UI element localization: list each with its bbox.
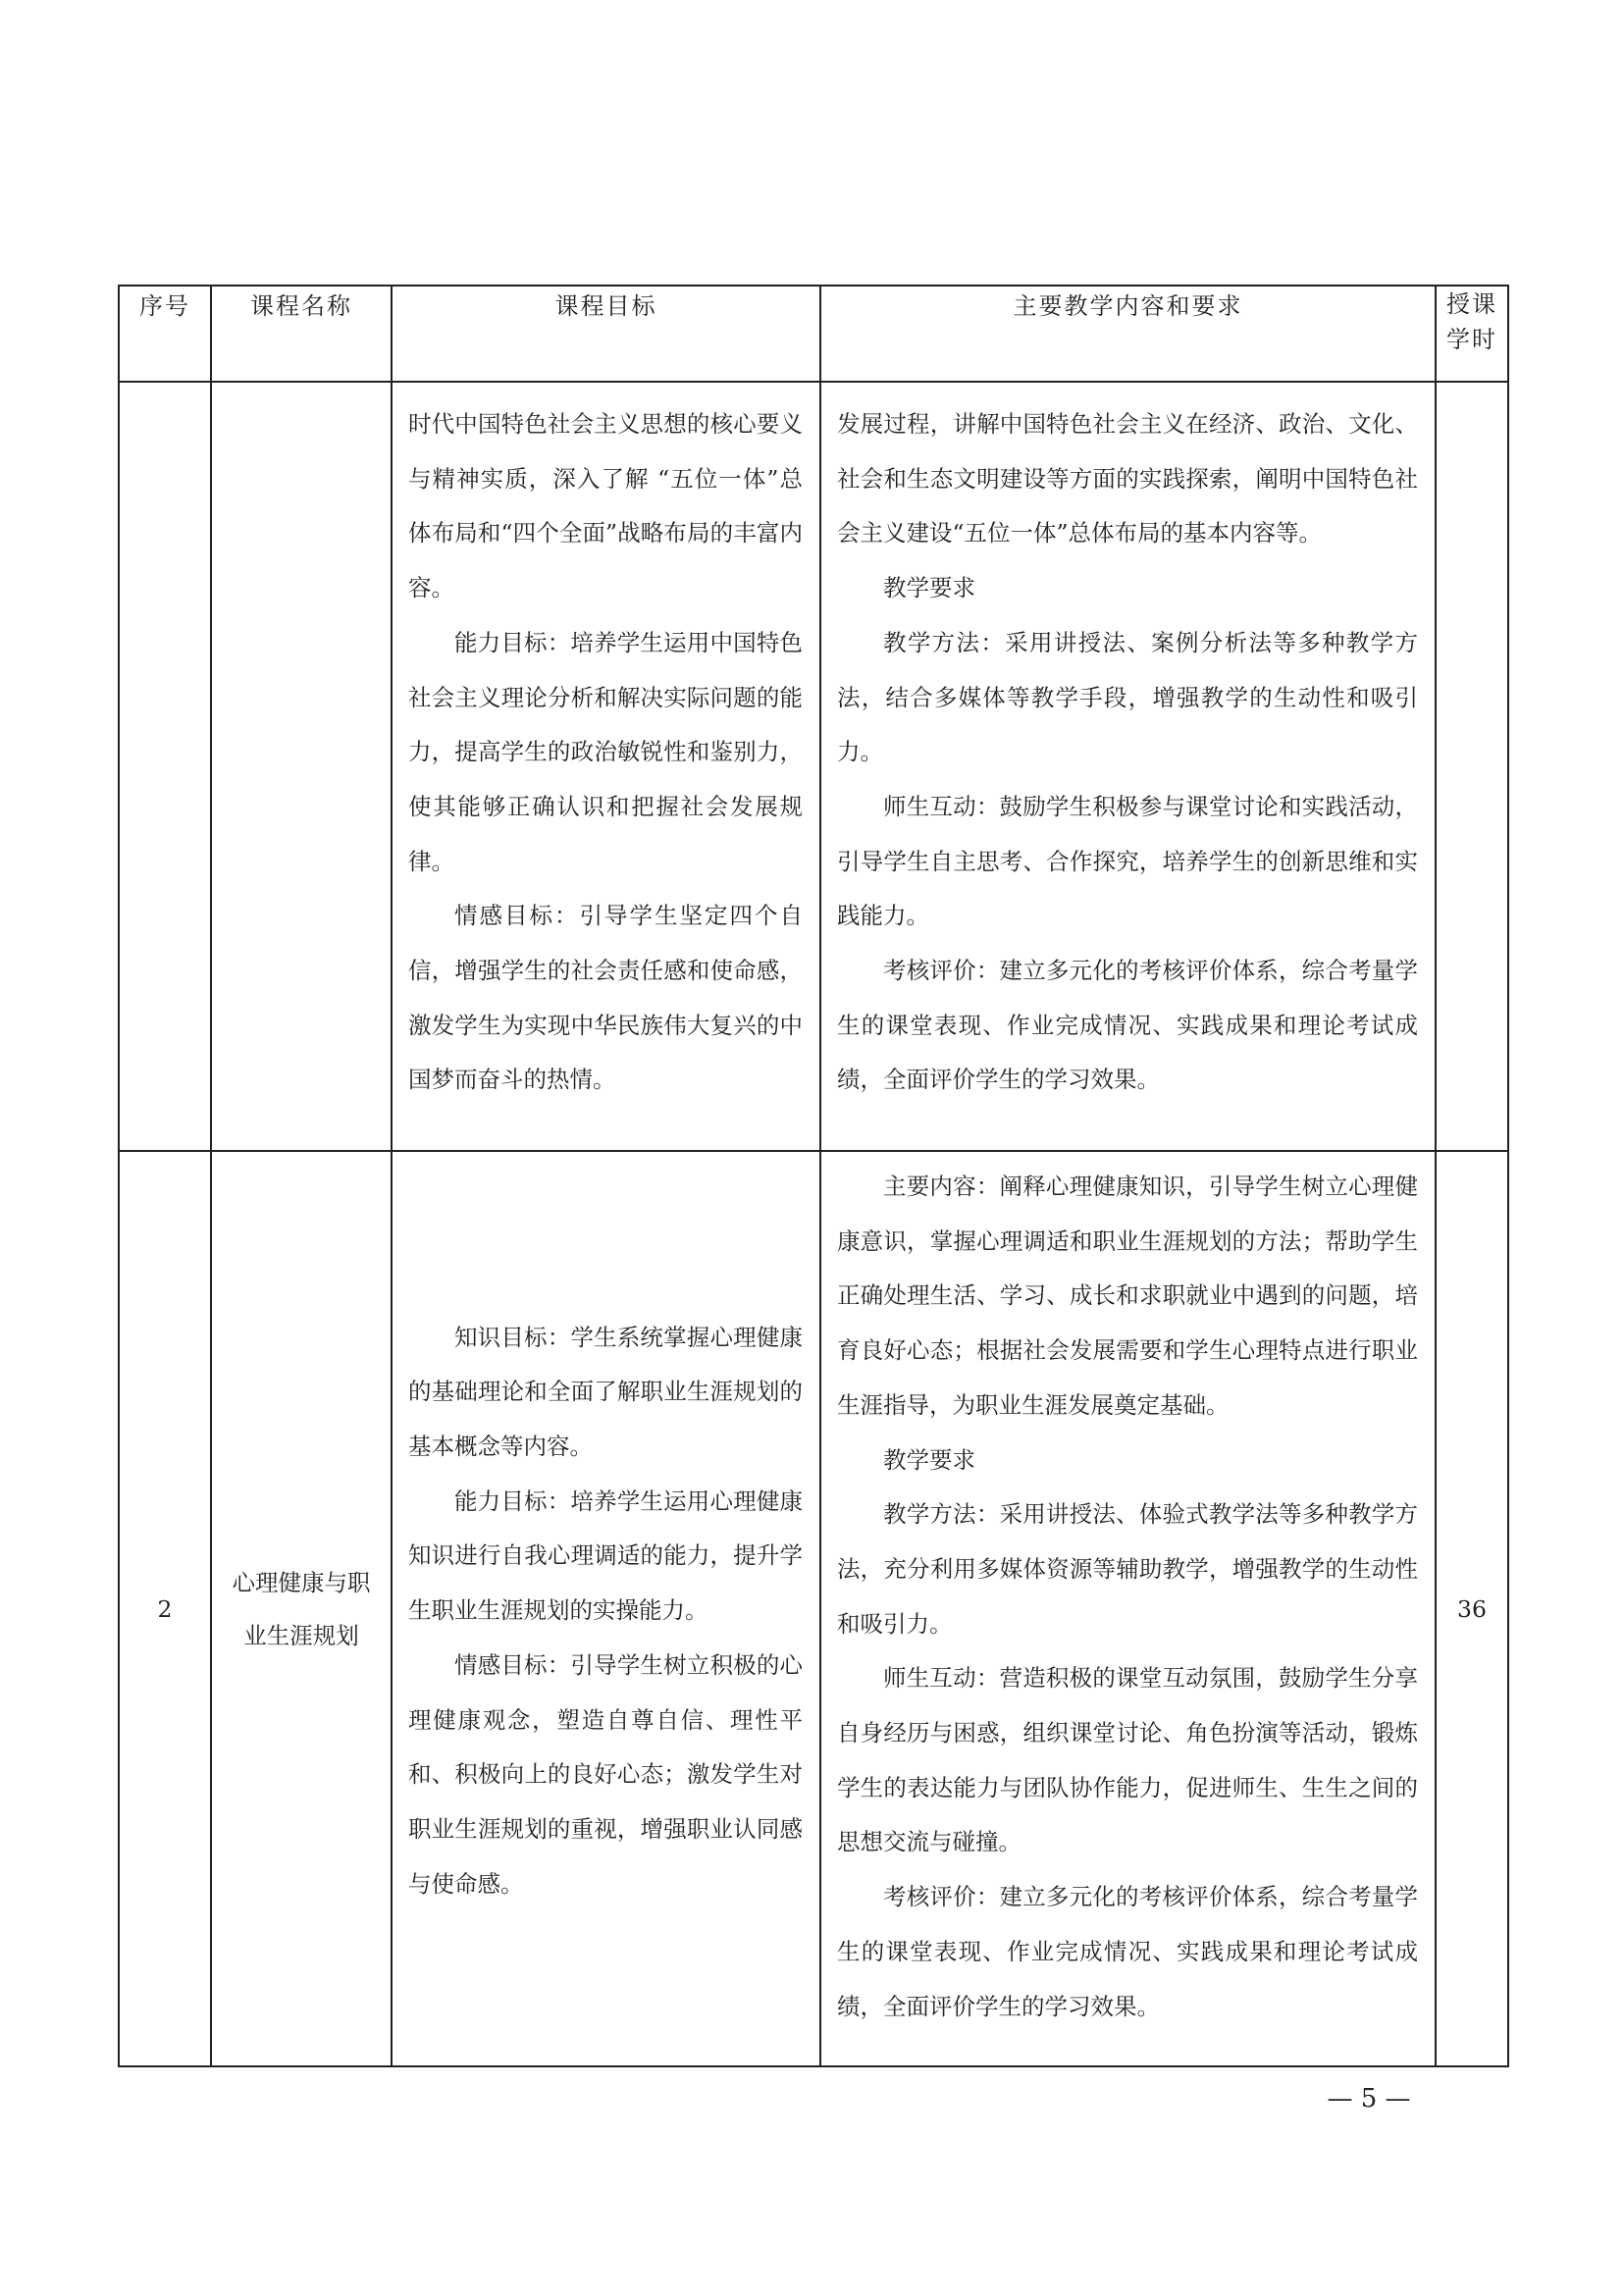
row-course-name: 心理健康与职业生涯规划 bbox=[211, 1151, 392, 2066]
row-hours bbox=[1436, 382, 1508, 1151]
row-course-name bbox=[211, 382, 392, 1151]
content-paragraph: 师生互动：鼓励学生积极参与课堂讨论和实践活动，引导学生自主思考、合作探究，培养学生的创新思维和实践能力。 bbox=[837, 792, 1418, 930]
goal-paragraph: 知识目标：学生系统掌握心理健康的基础理论和全面了解职业生涯规划的基本概念等内容。 bbox=[408, 1323, 803, 1461]
row-hours: 36 bbox=[1436, 1151, 1508, 2066]
header-course-goal: 课程目标 bbox=[392, 286, 820, 382]
content-paragraph: 教学要求 bbox=[883, 1445, 975, 1474]
goal-paragraph: 时代中国特色社会主义思想的核心要义与精神实质，深入了解 “五位一体”总体布局和“四个全面”战略布局的丰富内容。 bbox=[408, 410, 803, 602]
goal-paragraph: 能力目标：培养学生运用中国特色社会主义理论分析和解决实际问题的能力，提高学生的政治敏锐性和鉴别力，使其能够正确认识和把握社会发展规律。 bbox=[408, 628, 803, 875]
goal-paragraph: 情感目标：引导学生树立积极的心理健康观念，塑造自尊自信、理性平和、积极向上的良好心态；激发学生对职业生涯规划的重视，增强职业认同感与使命感。 bbox=[408, 1650, 803, 1898]
goal-paragraph: 情感目标：引导学生坚定四个自信，增强学生的社会责任感和使命感，激发学生为实现中华民族伟大复兴的中国梦而奋斗的热情。 bbox=[408, 902, 803, 1094]
row-index: 2 bbox=[119, 1151, 211, 2066]
table-row bbox=[119, 1151, 1508, 2066]
page-number: — 5 — bbox=[1327, 2084, 1411, 2113]
content-paragraph: 主要内容：阐释心理健康知识，引导学生树立心理健康意识，掌握心理调适和职业生涯规划的方法；帮助学生正确处理生活、学习、成长和求职就业中遇到的问题，培育良好心态；根据社会发展需要和学生心理特点进行职业生涯指导，为职业生涯发展奠定基础。 bbox=[837, 1173, 1418, 1419]
content-paragraph: 教学要求 bbox=[883, 574, 975, 602]
header-content: 主要教学内容和要求 bbox=[820, 286, 1436, 382]
row-content bbox=[820, 1151, 1436, 2066]
content-paragraph: 考核评价：建立多元化的考核评价体系，综合考量学生的课堂表现、作业完成情况、实践成果和理论考试成绩，全面评价学生的学习效果。 bbox=[837, 1883, 1418, 2020]
header-course-name: 课程名称 bbox=[211, 286, 392, 382]
course-table bbox=[118, 285, 1509, 2067]
row-content bbox=[820, 382, 1436, 1151]
content-paragraph: 考核评价：建立多元化的考核评价体系，综合考量学生的课堂表现、作业完成情况、实践成果和理论考试成绩，全面评价学生的学习效果。 bbox=[837, 957, 1418, 1094]
content-paragraph: 教学方法：采用讲授法、体验式教学法等多种教学方法，充分利用多媒体资源等辅助教学，增强教学的生动性和吸引力。 bbox=[837, 1500, 1418, 1638]
content-paragraph: 发展过程，讲解中国特色社会主义在经济、政治、文化、社会和生态文明建设等方面的实践探索，阐明中国特色社会主义建设“五位一体”总体布局的基本内容等。 bbox=[837, 410, 1418, 548]
header-index: 序号 bbox=[119, 286, 211, 382]
content-paragraph: 教学方法：采用讲授法、案例分析法等多种教学方法，结合多媒体等教学手段，增强教学的生动性和吸引力。 bbox=[837, 628, 1418, 766]
table-header-row bbox=[119, 286, 1508, 382]
row-course-goal bbox=[392, 382, 820, 1151]
header-hours: 授课学时 bbox=[1436, 286, 1508, 382]
table-row bbox=[119, 382, 1508, 1151]
goal-paragraph: 能力目标：培养学生运用心理健康知识进行自我心理调适的能力，提升学生职业生涯规划的实操能力。 bbox=[408, 1487, 803, 1625]
row-index bbox=[119, 382, 211, 1151]
content-paragraph: 师生互动：营造积极的课堂互动氛围，鼓励学生分享自身经历与困惑，组织课堂讨论、角色扮演等活动，锻炼学生的表达能力与团队协作能力，促进师生、生生之间的思想交流与碰撞。 bbox=[837, 1664, 1418, 1856]
row-course-goal bbox=[392, 1151, 820, 2066]
